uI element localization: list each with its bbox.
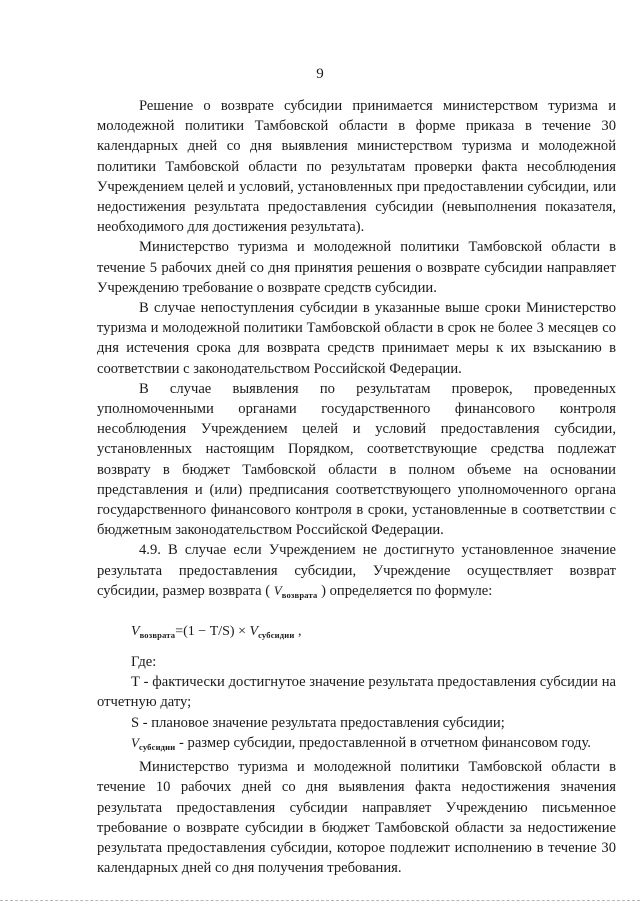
document-body — [97, 96, 616, 878]
definition-t: Т - фактически достигнутое значение результата предоставления субсидии на отчетную дату; — [97, 674, 616, 711]
paragraph-written-requirement: Министерство туризма и молодежной политики Тамбовской области в течение 10 рабочих дней со дня выявления факта недостижения значения результата предоставления субсидии направляет Учреждению письменное требование о возврате субсидии в бюджет Тамбовской области за недостижение результата предоставления субсидии, которое подлежит исполнению в течение 30 календарных дней со дня получения требования. — [97, 759, 616, 877]
formula-v-return: $V_{возврата}$ — [131, 624, 176, 641]
paragraph-4-9-tail: ) определяется по формуле: — [321, 582, 493, 599]
definition-v-subsidy — [97, 733, 616, 757]
paragraph-4-9-text: 4.9. В случае если Учреждением не достигнуто установленное значение результата предоставления субсидии, Учреждение осуществляет возврат субсидии, размер возврата ( — [97, 542, 616, 599]
page-number: 9 — [316, 66, 324, 82]
definition-v-symbol: $V_{субсидии}$ — [131, 734, 176, 752]
paragraph-ministry-requirement: Министерство туризма и молодежной политики Тамбовской области в течение 5 рабочих дней со дня принятия решения о возврате субсидии направляет Учреждению требование о возврате средств субсидии. — [97, 239, 616, 296]
scan-bottom-edge — [0, 900, 640, 901]
definition-s: S - плановое значение результата предоставления субсидии; — [131, 714, 505, 731]
definition-v-text: - размер субсидии, предоставленной в отчетном финансовом году. — [175, 734, 591, 751]
paragraph-non-receipt: В случае непоступления субсидии в указанные выше сроки Министерство туризма и молодежной политики Тамбовской области в срок не более 3 месяцев со дня истечения срока для возврата средств принимает меры к их взысканию в соответствии с законодательством Российской Федерации. — [97, 300, 616, 377]
where-label: Где: — [131, 654, 157, 671]
paragraph-return-decision: Решение о возврате субсидии принимается министерством туризма и молодежной политики Тамбовской области в форме приказа в течение 30 календарных дней со дня выявления министерством туризма и молодежной политики Тамбовской области по результатам проверки факта несоблюдения Учреждением целей и условий, установленных при предоставлении субсидии, или недостижения результата предоставления субсидии (невыполнения показателя, необходимого для достижения результата). — [97, 98, 616, 236]
formula-v-subsidy: $V_{субсидии}$ — [249, 624, 295, 641]
formula-middle: =(1 − T/S) × — [175, 624, 250, 640]
return-formula — [131, 621, 616, 646]
paragraph-4-9 — [97, 540, 616, 605]
paragraph-control-findings: В случае выявления по результатам проверок, проведенных уполномоченными органами государственного финансового контроля несоблюдения Учреждением целей и условий предоставления субсидии, установленных настоящим Порядком, соответствующие средства подлежат возврату в бюджет Тамбовской области в полном объеме на основании представления и (или) предписания соответствующего уполномоченного органа государственного финансового контроля в сроки, установленные в соответствии с бюджетным законодательством Российской Федерации. — [97, 380, 616, 539]
formula-trailing: , — [297, 624, 302, 640]
v-return-symbol: $V_{возврата}$ — [273, 582, 318, 600]
